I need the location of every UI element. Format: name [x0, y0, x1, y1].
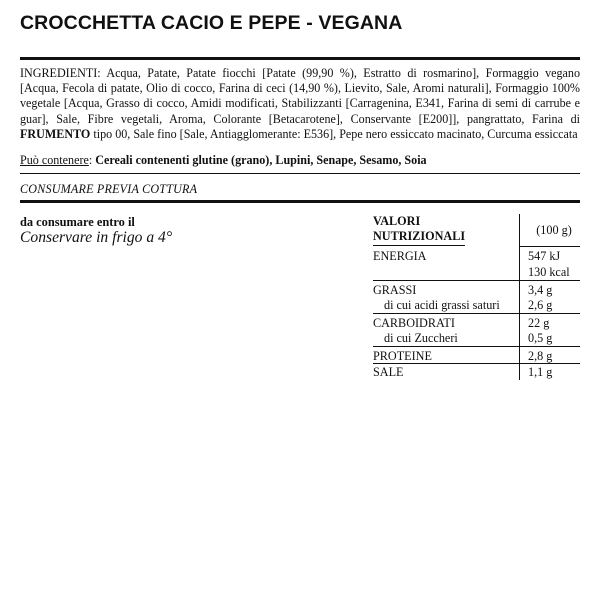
nutrition-row-rule: [373, 363, 580, 364]
ingredients-suffix: tipo 00, Sale fino [Sale, Antiagglomerante: E536], Pepe nero essiccato macinato, Curcuma essiccata: [90, 126, 578, 141]
nutrition-column-divider: [519, 214, 520, 380]
nutrition-row-name: CARBOIDRATI: [373, 316, 455, 330]
section-divider: [20, 200, 580, 203]
nutrition-row-name: ENERGIA: [373, 249, 427, 263]
cooking-note: CONSUMARE PREVIA COTTURA: [20, 182, 198, 196]
ingredients-allergen: FRUMENTO: [20, 126, 91, 141]
nutrition-row-value: 2,8 g: [528, 349, 553, 363]
nutrition-row-value: 1,1 g: [528, 365, 553, 379]
nutrition-row-value: 0,5 g: [528, 331, 553, 345]
nutrition-header: [373, 214, 513, 246]
allergen-colon: :: [88, 153, 96, 167]
allergen-list: Cereali contenenti glutine (grano), Lupini, Senape, Sesamo, Soia: [95, 153, 427, 167]
nutrition-row-name: di cui Zuccheri: [384, 331, 458, 345]
nutrition-row-name: di cui acidi grassi saturi: [384, 298, 500, 312]
nutrition-row-rule: [373, 313, 580, 314]
nutrition-header-line2: NUTRIZIONALI: [373, 229, 465, 246]
nutrition-row-name: SALE: [373, 365, 404, 379]
nutrition-row-value: 130 kcal: [528, 265, 570, 279]
nutrition-row-name: PROTEINE: [373, 349, 432, 363]
nutrition-row-value: 2,6 g: [528, 298, 553, 312]
allergen-warning: [20, 153, 580, 168]
nutrition-row-value: 547 kJ: [528, 249, 561, 263]
product-label: [20, 10, 580, 390]
ingredients-text: [20, 66, 580, 142]
ingredients-prefix: INGREDIENTI: Acqua, Patate, Patate fiocchi [Patate (99,90 %), Estratto di rosmarino], Formaggio vegano [Acqua, Fecola di patate, Olio di cocco, Farina di ceci (14,90 %), Lievito, Sale, Aromi naturali], Formaggio 100% vegetale [Acqua, Grasso di cocco, Amidi modificati, Stabilizzanti [Carragenina, E341, Farina di semi di carrube e guar], Sale, Fibre vegetali, Aroma, Colorante [Betacarotene], Conservante [E200]], pangrattato, Farina di: [20, 66, 580, 126]
allergen-divider: [20, 173, 580, 174]
nutrition-row-value: 3,4 g: [528, 283, 553, 297]
expiry-label: da consumare entro il: [20, 215, 135, 229]
nutrition-row-rule: [373, 346, 580, 347]
nutrition-row-value: 22 g: [528, 316, 550, 330]
nutrition-row-name: GRASSI: [373, 283, 417, 297]
title-divider: [20, 57, 580, 60]
storage-instructions: Conservare in frigo a 4°: [20, 229, 173, 246]
allergen-lead: Può contenere: [20, 153, 89, 167]
nutrition-row-rule: [373, 280, 580, 281]
product-title: CROCCHETTA CACIO E PEPE - VEGANA: [20, 12, 403, 34]
nutrition-header-rule: [520, 246, 580, 247]
nutrition-per-unit: (100 g): [536, 223, 572, 237]
nutrition-header-line1: VALORI: [373, 214, 421, 228]
